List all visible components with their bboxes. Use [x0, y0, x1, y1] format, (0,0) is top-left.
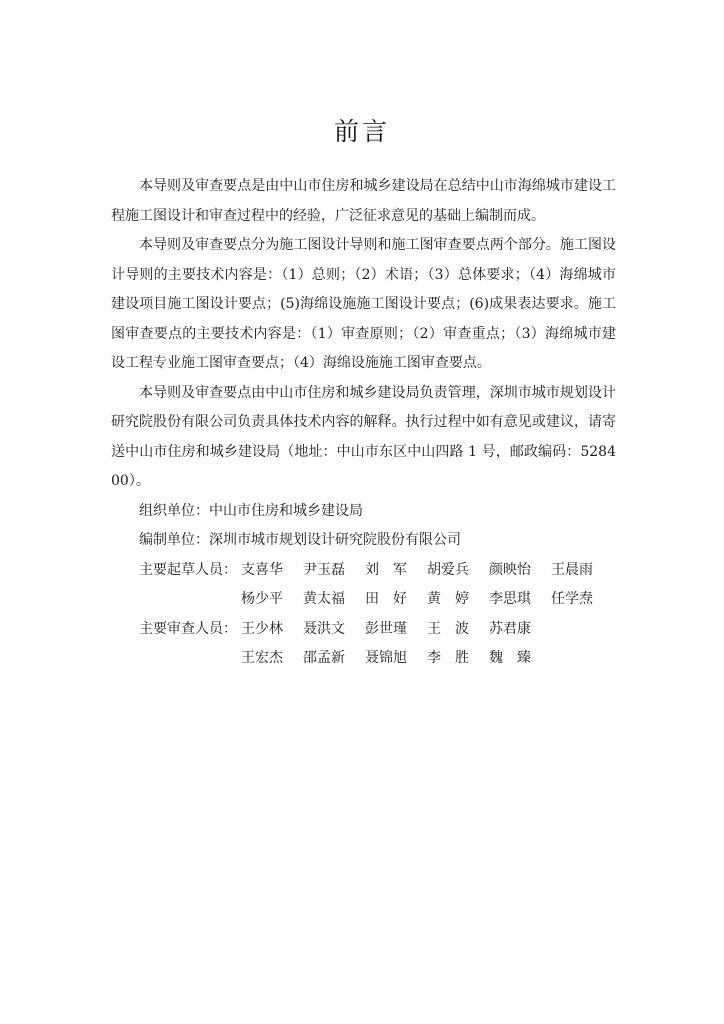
drafter-name: 田 好	[365, 591, 407, 607]
drafter-name: 王晨雨	[551, 561, 593, 578]
drafter-name: 黄太福	[303, 591, 345, 607]
compiler-line: 编制单位：深圳市城市规划设计研究院股份有限公司	[139, 532, 461, 548]
document-body	[111, 172, 616, 674]
drafter-name: 刘 军	[365, 561, 407, 578]
drafter-name: 杨少平	[241, 591, 283, 607]
drafters-row-1	[111, 556, 616, 586]
reviewer-name: 邵孟新	[303, 650, 345, 666]
drafters-label: 主要起草人员：	[139, 561, 237, 578]
reviewer-name: 王少林	[241, 620, 283, 637]
drafter-name: 颜映怡	[489, 561, 531, 578]
drafter-name: 尹玉磊	[303, 561, 345, 578]
reviewers-label: 主要审查人员：	[139, 620, 237, 637]
reviewers-row-2	[111, 644, 616, 674]
page-title: 前言	[333, 117, 390, 146]
reviewer-name: 聂锦旭	[365, 650, 407, 666]
paragraph-management: 本导则及审查要点由中山市住房和城乡建设局负责管理，深圳市城市规划设计研究院股份有限公司负责具体技术内容的解释。执行过程中如有意见或建议，请寄送中山市住房和城乡建设局（地址：中山市东区中山四路 1 号，邮政编码：528400）。	[111, 384, 616, 489]
drafter-name: 李思琪	[489, 591, 531, 607]
reviewers-row-1	[111, 615, 616, 645]
reviewer-name: 王宏杰	[241, 650, 283, 666]
drafter-name: 任学焘	[551, 591, 593, 607]
drafter-name: 胡爱兵	[427, 561, 469, 578]
reviewer-name: 苏君康	[489, 620, 531, 637]
drafter-name: 支喜华	[241, 561, 283, 578]
paragraph-contents: 本导则及审查要点分为施工图设计导则和施工图审查要点两个部分。施工图设计导则的主要技术内容是：（1）总则；（2）术语；（3）总体要求；（4）海绵城市建设项目施工图设计要点；(5)海绵设施施工图设计要点；(6)成果表达要求。施工图审查要点的主要技术内容是：（1）审查原则；（2）审查重点；（3）海绵城市建设工程专业施工图审查要点；（4）海绵设施施工图审查要点。	[111, 237, 616, 371]
reviewer-name: 彭世瑾	[365, 620, 407, 637]
drafters-row-2	[111, 585, 616, 615]
drafter-name: 黄 婷	[427, 591, 469, 607]
organizer-line: 组织单位：中山市住房和城乡建设局	[139, 502, 363, 519]
reviewer-name: 王 波	[427, 620, 469, 637]
reviewer-name: 李 胜	[427, 650, 469, 666]
reviewer-name: 魏 臻	[489, 650, 531, 666]
paragraph-intro: 本导则及审查要点是由中山市住房和城乡建设局在总结中山市海绵城市建设工程施工图设计和审查过程中的经验，广泛征求意见的基础上编制而成。	[111, 178, 616, 224]
reviewer-name: 聂洪文	[303, 620, 345, 637]
